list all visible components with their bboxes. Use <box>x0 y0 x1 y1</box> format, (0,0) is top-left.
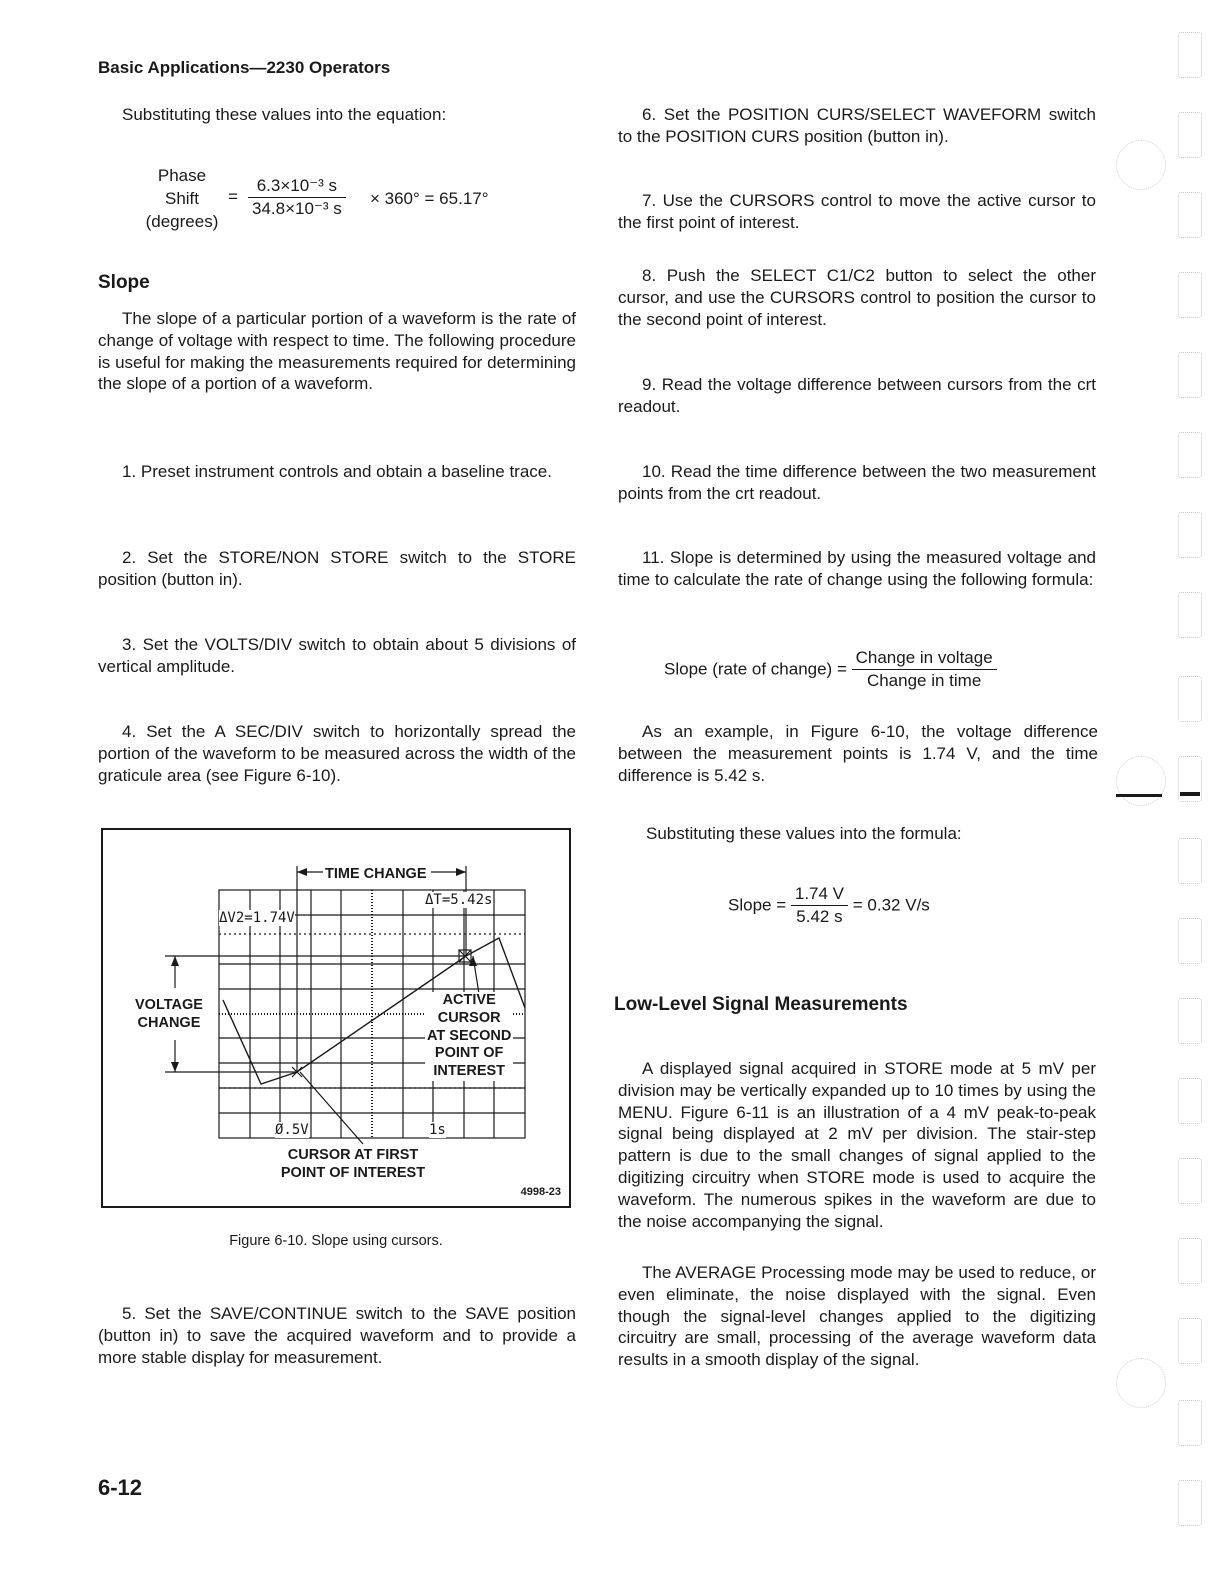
binder-hole-mark <box>1116 140 1166 190</box>
slope-formula-left: Slope (rate of change) = <box>664 659 847 679</box>
step-1: 1. Preset instrument controls and obtain a baseline trace. <box>122 462 552 481</box>
slope-formula <box>664 648 1084 691</box>
slope-formula-numerator: Change in voltage <box>852 648 997 670</box>
binder-tab-mark <box>1178 998 1202 1044</box>
binder-tab-mark <box>1178 1318 1202 1364</box>
binder-tab-mark <box>1178 1078 1202 1124</box>
binder-tab-mark <box>1178 192 1202 238</box>
step-3: 3. Set the VOLTS/DIV switch to obtain about 5 divisions of vertical amplitude. <box>98 635 576 676</box>
active-line1: ACTIVE <box>442 992 496 1008</box>
binder-hole-mark <box>1116 756 1166 806</box>
volts-div-readout: Ø.5V <box>275 1122 309 1138</box>
binder-tab-mark <box>1178 1158 1202 1204</box>
step-8: 8. Push the SELECT C1/C2 button to select the other cursor, and use the CURSORS control to position the cursor to the second point of interest. <box>618 266 1096 329</box>
figure-6-10 <box>101 828 571 1208</box>
binder-tab-mark <box>1178 918 1202 964</box>
active-line2: CURSOR <box>437 1009 501 1026</box>
low-level-paragraph-1: A displayed signal acquired in STORE mode at 5 mV per division may be vertically expanded up to 10 times by using the MENU. Figure 6-11 is an illustration of a 4 mV peak-to-peak signal being displayed at 2 mV per division. The stair-step pattern is due to the small changes of signal applied to the digitizing circuitry when STORE mode is used to acquire the waveform. The numerous spikes in the waveform are due to the noise accompanying the signal. <box>618 1059 1096 1231</box>
phase-result: × 360° = 65.17° <box>370 189 489 208</box>
substitute-text: Substituting these values into the formula: <box>646 824 962 843</box>
step-9: 9. Read the voltage difference between cursors from the crt readout. <box>618 375 1096 416</box>
active-line4: POINT OF <box>434 1045 504 1062</box>
slope-intro: The slope of a particular portion of a waveform is the rate of change of voltage with respect to time. The following procedure is useful for making the measurements required for determining the slope of a portion of a waveform. <box>98 309 576 394</box>
degrees-label: (degrees) <box>145 212 219 231</box>
binder-tab-mark <box>1178 1238 1202 1284</box>
binder-tab-mark <box>1178 838 1202 884</box>
page-number: 6-12 <box>98 1475 143 1500</box>
time-change-label: TIME CHANGE <box>325 866 427 882</box>
slope-calc-denominator: 5.42 s <box>796 907 843 926</box>
step-4: 4. Set the A SEC/DIV switch to horizontally spread the portion of the waveform to be measured across the width of the graticule area (see Figure 6-10). <box>98 722 576 785</box>
binder-black-bar <box>1116 794 1162 797</box>
slope-heading: Slope <box>98 272 150 293</box>
binder-tab-mark <box>1178 676 1202 722</box>
binder-hole-mark <box>1116 1358 1166 1408</box>
binder-tab-mark <box>1178 1400 1202 1446</box>
phase-denominator: 34.8×10⁻³ s <box>252 199 342 218</box>
slope-formula-fraction <box>852 648 997 691</box>
page-header: Basic Applications—2230 Operators <box>98 58 391 77</box>
step-2: 2. Set the STORE/NON STORE switch to the STORE position (button in). <box>98 548 576 589</box>
binder-tab-mark <box>1178 112 1202 158</box>
phase-fraction <box>248 176 346 219</box>
active-line5: INTEREST <box>433 1063 506 1080</box>
change-word: CHANGE <box>137 1015 201 1031</box>
binder-tab-mark <box>1178 32 1202 78</box>
step-10: 10. Read the time difference between the two measurement points from the crt readout. <box>618 462 1096 503</box>
example-text: As an example, in Figure 6-10, the voltage difference between the measurement points is 1.74 V, and the time difference is 5.42 s. <box>618 722 1098 785</box>
low-level-paragraph-2: The AVERAGE Processing mode may be used to reduce, or even eliminate, the noise displayed with the signal. Even though the signal-level changes applied to the digitizing circuitry are small, processing of the average waveform data results in a smooth display of the signal. <box>618 1263 1096 1370</box>
delta-t-readout: ΔT=5.42s <box>425 892 493 908</box>
figure-id: 4998-23 <box>520 1186 561 1198</box>
step-11: 11. Slope is determined by using the measured voltage and time to calculate the rate of change using the following formula: <box>618 548 1096 589</box>
figure-caption: Figure 6-10. Slope using cursors. <box>229 1233 443 1249</box>
phase-label: Phase <box>157 166 207 185</box>
slope-calc-left: Slope = <box>728 895 787 915</box>
equals-sign: = <box>228 187 238 206</box>
voltage-word: VOLTAGE <box>135 997 203 1013</box>
slope-calc-fraction <box>791 884 848 927</box>
first-line1: CURSOR AT FIRST <box>287 1147 419 1163</box>
first-cursor-label <box>253 1146 453 1182</box>
delta-v-readout: ΔV2=1.74V <box>219 910 295 926</box>
binder-tab-mark <box>1178 1480 1202 1526</box>
voltage-change-label <box>135 996 203 1032</box>
binder-tab-mark <box>1178 512 1202 558</box>
active-cursor-label <box>425 992 513 1081</box>
sec-div-readout: 1s <box>429 1122 446 1138</box>
step-5: 5. Set the SAVE/CONTINUE switch to the SAVE position (button in) to save the acquired waveform and to provide a more stable display for measurement. <box>98 1304 576 1367</box>
slope-formula-denominator: Change in time <box>866 671 982 690</box>
step-6: 6. Set the POSITION CURS/SELECT WAVEFORM switch to the POSITION CURS position (button in). <box>618 105 1096 146</box>
low-level-heading: Low-Level Signal Measurements <box>614 994 908 1015</box>
phase-numerator: 6.3×10⁻³ s <box>248 176 346 198</box>
binder-tab-mark <box>1178 592 1202 638</box>
binder-tab-mark <box>1178 352 1202 398</box>
shift-label: Shift <box>164 189 200 208</box>
active-line3: AT SECOND <box>427 1027 512 1044</box>
binder-black-bar <box>1180 792 1200 796</box>
binder-tab-mark <box>1178 432 1202 478</box>
first-line2: POINT OF INTEREST <box>280 1165 426 1181</box>
slope-calc-result: = 0.32 V/s <box>852 895 930 915</box>
slope-calculation <box>728 884 1088 927</box>
phase-shift-equation <box>140 164 560 236</box>
intro-text: Substituting these values into the equation: <box>122 105 447 124</box>
step-7: 7. Use the CURSORS control to move the active cursor to the first point of interest. <box>618 191 1096 232</box>
slope-calc-numerator: 1.74 V <box>791 884 848 906</box>
binder-tab-mark <box>1178 272 1202 318</box>
